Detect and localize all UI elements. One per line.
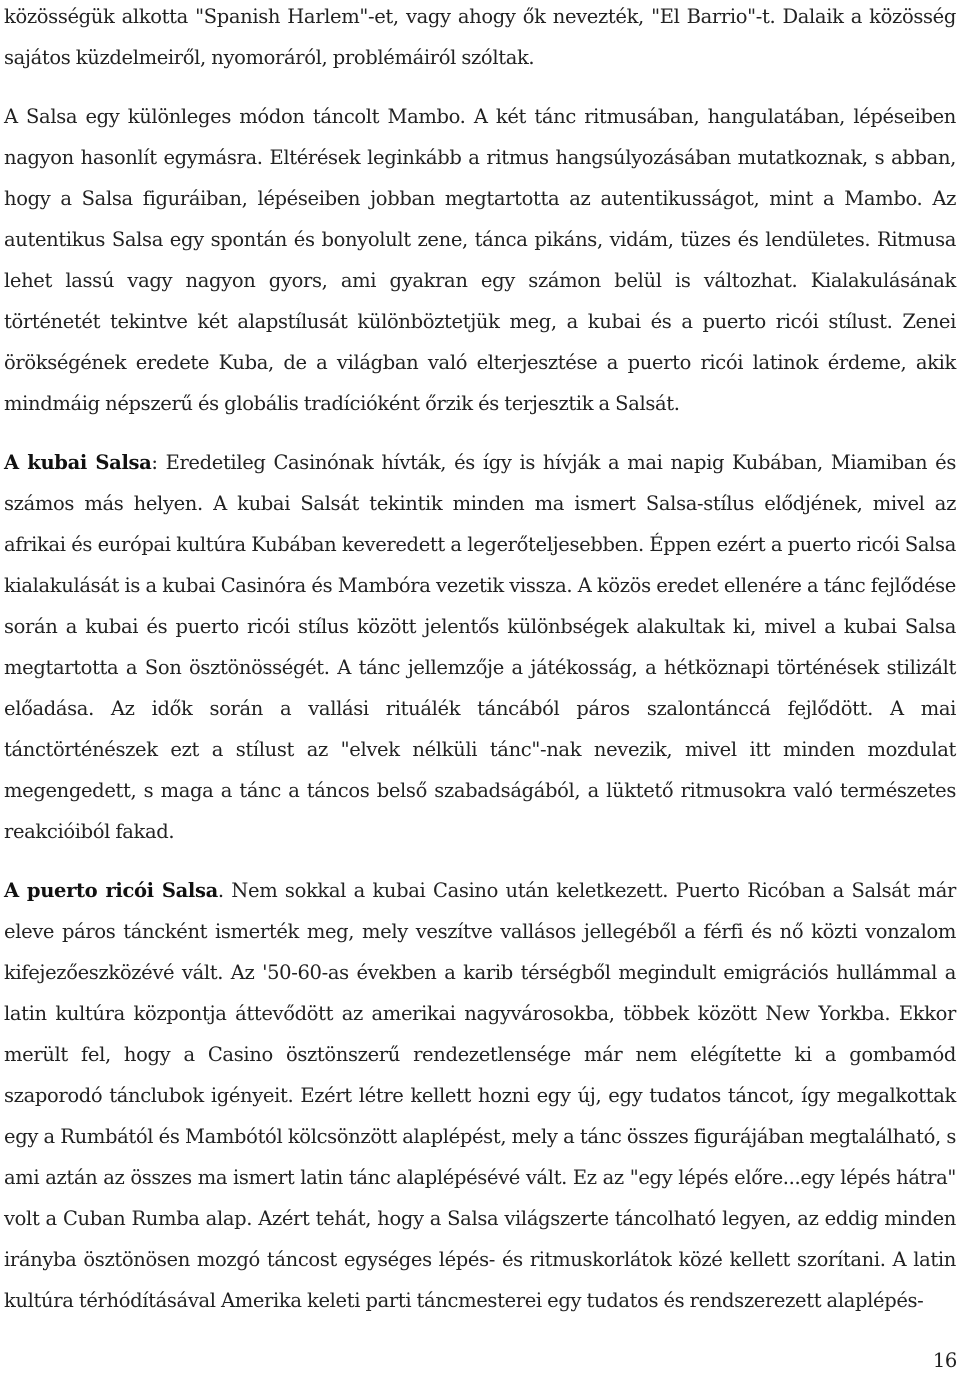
heading-separator: . bbox=[217, 879, 232, 902]
paragraph-kubai-salsa bbox=[4, 442, 956, 852]
paragraph-salsa-mambo bbox=[4, 96, 956, 424]
section-heading-kubai-salsa: A kubai Salsa bbox=[4, 451, 152, 474]
paragraph-spanish-harlem bbox=[4, 0, 956, 78]
paragraph-text: A Salsa egy különleges módon táncolt Mambo. A két tánc ritmusában, hangulatában, lépéseiben nagyon hasonlít egymásra. Eltérések leginkább a ritmus hangsúlyozásában mutatkoznak, s abban, hogy a Salsa figuráiban, lépéseiben jobban megtartotta az autentikusságot, mint a Mambo. Az autentikus Salsa egy spontán és bonyolult zene, tánca pikáns, vidám, tüzes és lendületes. Ritmusa lehet lassú vagy nagyon gyors, ami gyakran egy számon belül is változhat. Kialakulásának történetét tekintve két alapstílusát különböztetjük meg, a kubai és a puerto ricói stílust. Zenei örökségének eredete Kuba, de a világban való elterjesztése a puerto ricói latinok érdeme, akik mindmáig népszerű és globális tradícióként őrzik és terjesztik a Salsát. bbox=[4, 105, 956, 415]
page-number: 16 bbox=[932, 1349, 957, 1372]
heading-separator: : bbox=[151, 451, 166, 474]
paragraph-text: közösségük alkotta "Spanish Harlem"-et, vagy ahogy ők nevezték, "El Barrio"-t. Dalaik a közösség sajátos küzdelmeiről, nyomoráról, problémáiról szóltak. bbox=[4, 5, 956, 69]
paragraph-text: Eredetileg Casinónak hívták, és így is hívják a mai napig Kubában, Miamiban és számos más helyen. A kubai Salsát tekintik minden ma ismert Salsa-stílus elődjének, mivel az afrikai és európai kultúra Kubában keveredett a legerőteljesebben. Éppen ezért a puerto ricói Salsa kialakulását is a kubai Casinóra és Mambóra vezetik vissza. A közös eredet ellenére a tánc fejlődése során a kubai és puerto ricói stílus között jelentős különbségek alakultak ki, mivel a kubai Salsa megtartotta a Son ösztönösségét. A tánc jellemzője a játékosság, a hétköznapi történések stilizált előadása. Az idők során a vallási rituálék táncából páros szalontánccá fejlődött. A mai tánctörténészek ezt a stílust az "elvek nélküli tánc"-nak nevezik, mivel itt minden mozdulat megengedett, s maga a tánc a táncos belső szabadságából, a lüktető ritmusokra való természetes reakcióiból fakad. bbox=[4, 451, 957, 843]
paragraph-text: Nem sokkal a kubai Casino után keletkezett. Puerto Ricóban a Salsát már eleve páros táncként ismerték meg, mely veszítve vallásos jellegéből a férfi és nő közti vonzalom kifejezőeszközévé vált. Az '50-60-as években a karib térségből megindult emigrációs hullámmal a latin kultúra központja áttevődött az amerikai nagyvárosokba, többek között New Yorkba. Ekkor merült fel, hogy a Casino ösztönszerű rendezetlensége már nem elégítette ki a gombamód szaporodó tánclubok igényeit. Ezért létre kellett hozni egy új, egy tudatos táncot, így megalkottak egy a Rumbától és Mambótól kölcsönzött alaplépést, mely a tánc összes figurájában megtalálható, s ami aztán az összes ma ismert latin tánc alaplépésévé vált. Ez az "egy lépés előre...egy lépés hátra" volt a Cuban Rumba alap. Azért tehát, hogy a Salsa világszerte táncolható legyen, az eddig minden irányba ösztönösen mozgó táncost egységes lépés- és ritmuskorlátok közé kellett szorítani. A latin kultúra térhódításával Amerika keleti parti táncmesterei egy tudatos és rendszerezett alaplépés- bbox=[4, 879, 957, 1312]
paragraph-puerto-ricoi-salsa bbox=[4, 870, 956, 1321]
section-heading-puerto-ricoi-salsa: A puerto ricói Salsa bbox=[4, 879, 218, 902]
